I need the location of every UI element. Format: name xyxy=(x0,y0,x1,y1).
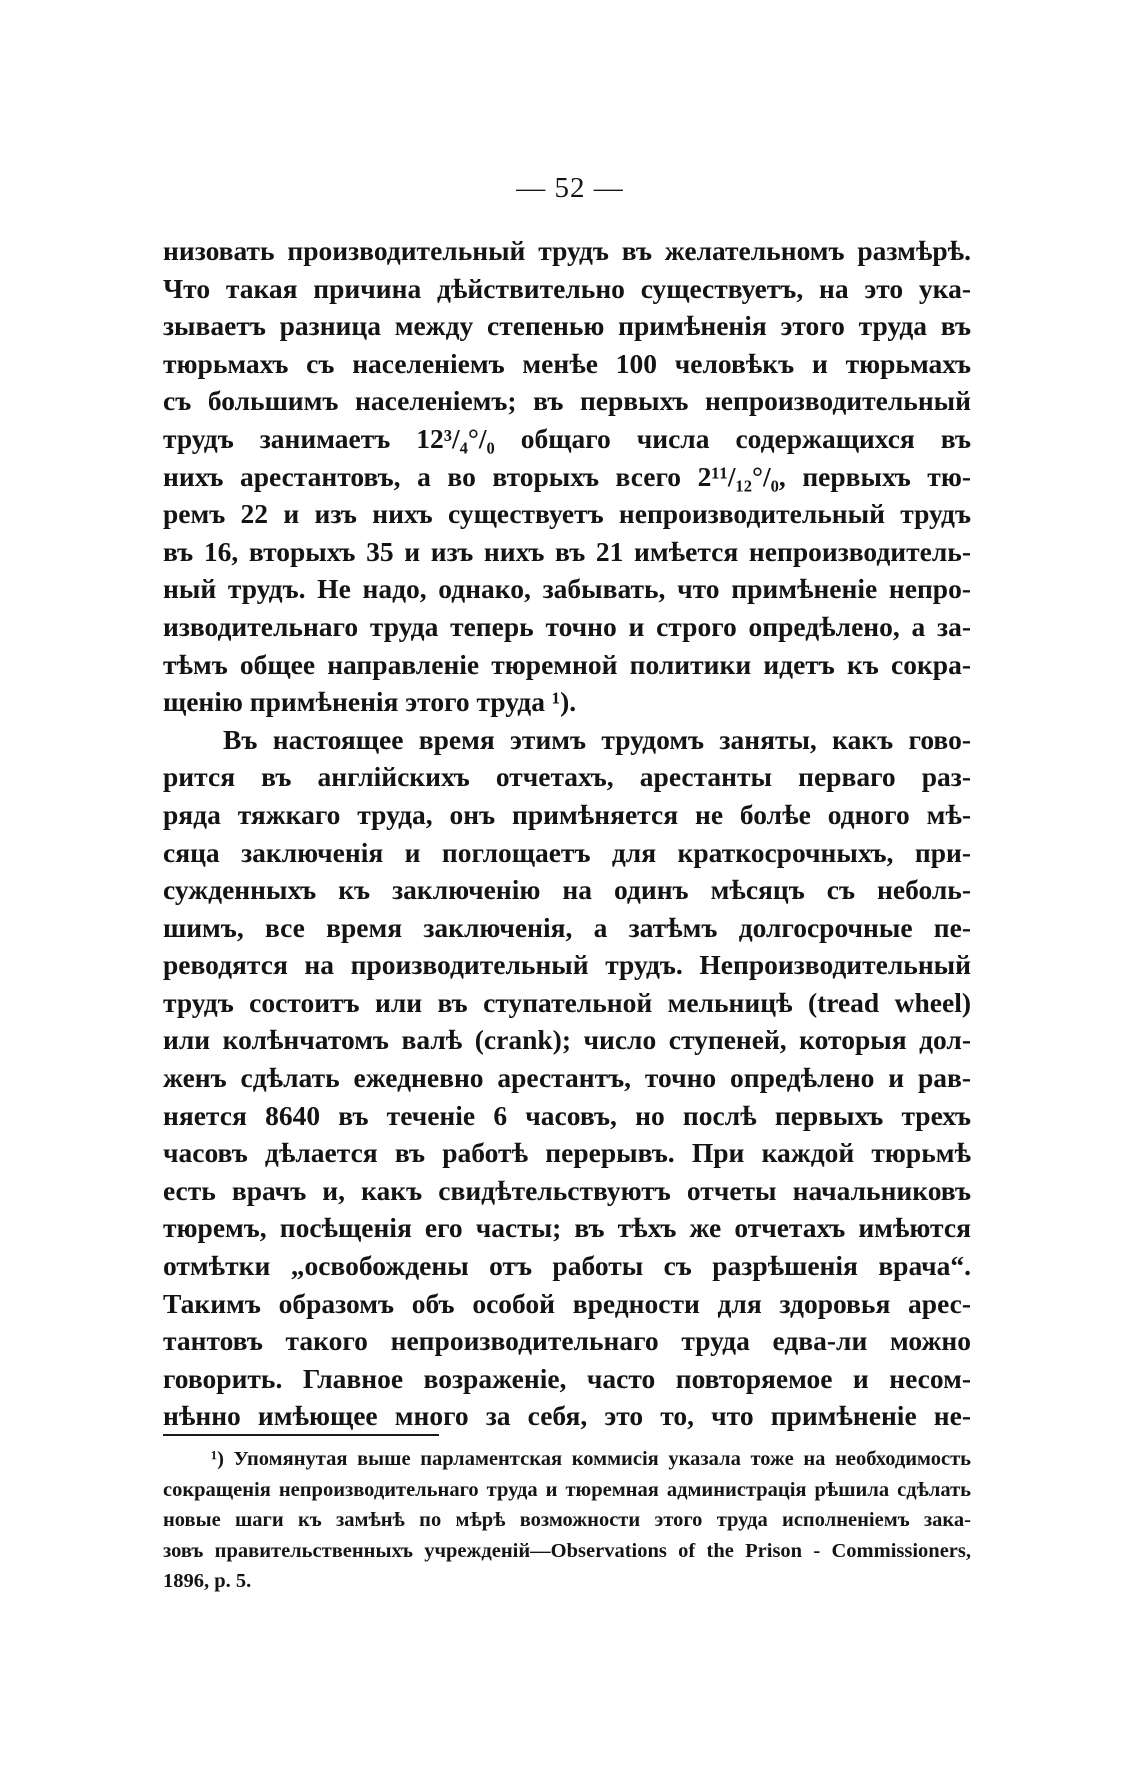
text-line: трудъ занимаетъ 12³/₄°/₀ общаго числа содержащихся въ xyxy=(163,422,971,454)
text-line: сужденныхъ къ заключенію на одинъ мѣсяцъ съ неболь- xyxy=(163,874,971,906)
page-number: — 52 — xyxy=(516,172,624,204)
text-line: тантовъ такого непроизводительнаго труда едва-ли можно xyxy=(163,1325,971,1357)
paragraph-1 xyxy=(163,232,971,721)
text-line: нихъ арестантовъ, а во вторыхъ всего 2¹¹/₁₂°/₀, первыхъ тю- xyxy=(163,460,971,492)
text-line: говорить. Главное возраженіе, часто повторяемое и несом- xyxy=(163,1362,971,1394)
text-line: тѣмъ общее направленіе тюремной политики идетъ къ сокра- xyxy=(163,648,971,680)
text-line: реводятся на производительный трудъ. Непроизводительный xyxy=(163,949,971,981)
footnote-line: 1896, p. 5. xyxy=(163,1570,252,1592)
text-line: низовать производительный трудъ въ желательномъ размѣрѣ. xyxy=(163,235,971,266)
text-line: шимъ, все время заключенія, а затѣмъ долгосрочные пе- xyxy=(163,911,971,943)
text-line: изводительнаго труда теперь точно и строго опредѣлено, а за- xyxy=(163,610,971,642)
text-line: съ большимъ населеніемъ; въ первыхъ непроизводительный xyxy=(163,385,971,417)
text-line: няется 8640 въ теченіе 6 часовъ, но послѣ первыхъ трехъ xyxy=(163,1099,971,1131)
text-line: тюрьмахъ съ населеніемъ менѣе 100 человѣкъ и тюрьмахъ xyxy=(163,347,971,379)
footnote-divider xyxy=(163,1434,439,1436)
text-line: или колѣнчатомъ валѣ (crank); число ступеней, которыя дол- xyxy=(163,1024,971,1056)
text-line: въ 16, вторыхъ 35 и изъ нихъ въ 21 имѣется непроизводитель- xyxy=(163,535,971,567)
paragraph-2 xyxy=(163,721,971,1435)
text-line: ряда тяжкаго труда, онъ примѣняется не болѣе одного мѣ- xyxy=(163,798,971,830)
text-line: часовъ дѣлается въ работѣ перерывъ. При каждой тюрьмѣ xyxy=(163,1137,971,1169)
text-line: Что такая причина дѣйствительно существуетъ, на это ука- xyxy=(163,272,971,304)
text-line: ный трудъ. Не надо, однако, забывать, что примѣненіе непро- xyxy=(163,573,971,605)
text-line: щенію примѣненія этого труда ¹). xyxy=(163,686,577,718)
text-line: зываетъ разница между степенью примѣненія этого труда въ xyxy=(163,310,971,342)
text-line: ремъ 22 и изъ нихъ существуетъ непроизводительный трудъ xyxy=(163,498,971,530)
body-text xyxy=(163,232,971,1435)
text-line: Такимъ образомъ объ особой вредности для здоровья арес- xyxy=(163,1287,971,1319)
text-line: есть врачъ и, какъ свидѣтельствуютъ отчеты начальниковъ xyxy=(163,1174,971,1206)
text-line: рится въ англійскихъ отчетахъ, арестанты перваго раз- xyxy=(163,761,971,793)
text-line: женъ сдѣлать ежедневно арестантъ, точно опредѣлено и рав- xyxy=(163,1062,971,1094)
text-line: тюремъ, посѣщенія его часты; въ тѣхъ же отчетахъ имѣются xyxy=(163,1212,971,1244)
text-line: отмѣтки „освобождены отъ работы съ разрѣшенія врача“. xyxy=(163,1250,971,1282)
text-line: нѣнно имѣющее много за себя, это то, что примѣненіе не- xyxy=(163,1400,971,1432)
text-line: Въ настоящее время этимъ трудомъ заняты, какъ гово- xyxy=(223,723,971,755)
footnote-line: ¹) Упомянутая выше парламентская коммисія указала тоже на необходимость xyxy=(211,1448,971,1470)
footnote-1 xyxy=(163,1444,971,1597)
footnote-line: зовъ правительственныхъ учрежденій—Observations of the Prison - Commissioners, xyxy=(163,1539,971,1562)
footnote-line: сокращенія непроизводительнаго труда и тюремная администрація рѣшила сдѣлать xyxy=(163,1478,971,1501)
footnote-line: новые шаги къ замѣнѣ по мѣрѣ возможности этого труда исполненіемъ зака- xyxy=(163,1509,971,1531)
text-line: сяца заключенія и поглощаетъ для краткосрочныхъ, при- xyxy=(163,836,971,868)
text-line: трудъ состоитъ или въ ступательной мельницѣ (tread wheel) xyxy=(163,986,971,1018)
